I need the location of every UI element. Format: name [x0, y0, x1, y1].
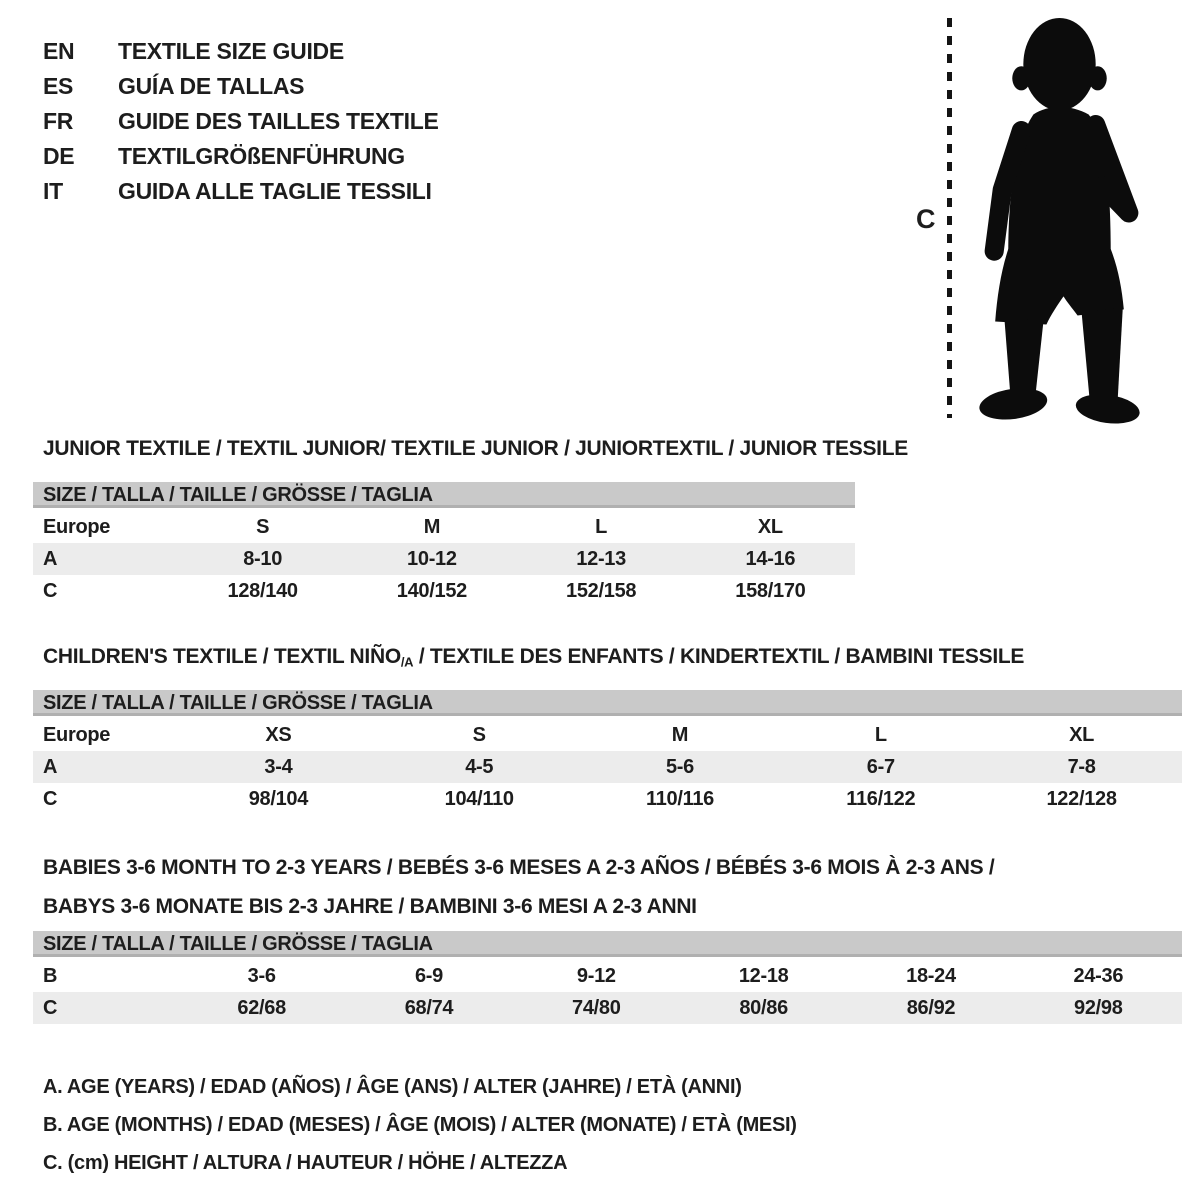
cell: 122/128: [1046, 787, 1117, 810]
children-title-suffix: / TEXTILE DES ENFANTS / KINDERTEXTIL / BAMBINI TESSILE: [413, 645, 1025, 668]
babies-section-title-line2: BABYS 3-6 MONATE BIS 2-3 JAHRE / BAMBINI 3-6 MESI A 2-3 ANNI: [43, 895, 697, 918]
table-row: [33, 575, 855, 607]
cell: 14-16: [745, 547, 796, 570]
cell: 5-6: [665, 755, 694, 778]
cell: XL: [757, 515, 783, 538]
table-row: [33, 719, 1182, 751]
row-label: C: [43, 996, 58, 1019]
table-row: [33, 543, 855, 575]
cell: M: [423, 515, 441, 538]
toddler-silhouette-icon: [970, 14, 1148, 426]
cell: 12-13: [576, 547, 626, 570]
cell: 3-6: [247, 964, 276, 987]
cell: 18-24: [906, 964, 956, 987]
cell: L: [595, 515, 608, 538]
cell: 6-9: [414, 964, 443, 987]
cell: 128/140: [227, 579, 298, 602]
table-row: [33, 960, 1182, 992]
cell: L: [874, 723, 887, 746]
language-header: [43, 34, 439, 209]
table-row: [33, 992, 1182, 1024]
lang-row-it: [43, 174, 439, 209]
row-label: B: [43, 964, 58, 987]
cell: M: [671, 723, 689, 746]
babies-size-table: [33, 931, 1182, 1024]
lang-label-it: GUIDA ALLE TAGLIE TESSILI: [118, 178, 432, 204]
lang-code-de: DE: [43, 143, 75, 169]
children-section-title: [43, 645, 1024, 670]
cell: 8-10: [243, 547, 283, 570]
lang-code-es: ES: [43, 73, 74, 99]
cell: 110/116: [645, 787, 714, 810]
row-label: A: [43, 547, 58, 570]
table-row: [33, 783, 1182, 815]
cell: 158/170: [735, 579, 806, 602]
cell: 98/104: [248, 787, 309, 810]
junior-size-header-band: SIZE / TALLA / TAILLE / GRÖSSE / TAGLIA: [33, 482, 855, 508]
lang-row-de: [43, 139, 439, 174]
cell: XS: [265, 723, 292, 746]
cell: 9-12: [576, 964, 616, 987]
legend: [43, 1068, 797, 1182]
cell: S: [472, 723, 486, 746]
cell: 116/122: [846, 787, 916, 810]
row-label: A: [43, 755, 58, 778]
lang-row-en: [43, 34, 439, 69]
children-title-prefix: CHILDREN'S TEXTILE / TEXTIL NIÑO: [43, 645, 401, 668]
cell: 3-4: [264, 755, 293, 778]
lang-code-it: IT: [43, 178, 63, 204]
row-label: C: [43, 579, 58, 602]
cell: 12-18: [738, 964, 789, 987]
cell: 152/158: [566, 579, 637, 602]
legend-line-b: B. AGE (MONTHS) / EDAD (MESES) / ÂGE (MOIS) / ALTER (MONATE) / ETÀ (MESI): [43, 1114, 797, 1136]
legend-line-a: A. AGE (YEARS) / EDAD (AÑOS) / ÂGE (ANS) / ALTER (JAHRE) / ETÀ (ANNI): [43, 1076, 742, 1098]
cell: 62/68: [237, 996, 286, 1019]
lang-label-fr: GUIDE DES TAILLES TEXTILE: [118, 108, 439, 134]
children-size-table: [33, 690, 1182, 815]
cell: 104/110: [444, 787, 514, 810]
table-row: [33, 511, 855, 543]
cell: 7-8: [1067, 755, 1096, 778]
cell: 24-36: [1073, 964, 1124, 987]
lang-label-en: TEXTILE SIZE GUIDE: [118, 38, 344, 64]
row-label: Europe: [43, 515, 111, 538]
row-label: Europe: [43, 723, 111, 746]
junior-section-title: JUNIOR TEXTILE / TEXTIL JUNIOR/ TEXTILE JUNIOR / JUNIORTEXTIL / JUNIOR TESSILE: [43, 437, 908, 460]
junior-size-table: [33, 482, 855, 607]
children-title-sub: /A: [400, 654, 414, 670]
cell: 4-5: [465, 755, 494, 778]
lang-code-fr: FR: [43, 108, 74, 134]
cell: S: [256, 515, 270, 538]
cell: 140/152: [396, 579, 467, 602]
lang-row-es: [43, 69, 439, 104]
cell: XL: [1069, 723, 1095, 746]
cell: 68/74: [404, 996, 454, 1019]
babies-size-header-band: SIZE / TALLA / TAILLE / GRÖSSE / TAGLIA: [33, 931, 1182, 957]
cell: 92/98: [1074, 996, 1123, 1019]
legend-line-c: C. (cm) HEIGHT / ALTURA / HAUTEUR / HÖHE / ALTEZZA: [43, 1152, 568, 1174]
cell: 80/86: [739, 996, 788, 1019]
cell: 86/92: [906, 996, 956, 1019]
lang-label-es: GUÍA DE TALLAS: [118, 73, 305, 99]
lang-code-en: EN: [43, 38, 75, 64]
height-measure-label: C: [916, 204, 936, 234]
lang-row-fr: [43, 104, 439, 139]
cell: 74/80: [572, 996, 621, 1019]
lang-label-de: TEXTILGRÖßENFÜHRUNG: [118, 143, 405, 169]
children-size-header-band: SIZE / TALLA / TAILLE / GRÖSSE / TAGLIA: [33, 690, 1182, 716]
table-row: [33, 751, 1182, 783]
babies-section-title-line1: BABIES 3-6 MONTH TO 2-3 YEARS / BEBÉS 3-6 MESES A 2-3 AÑOS / BÉBÉS 3-6 MOIS À 2-3 ANS /: [43, 856, 995, 879]
row-label: C: [43, 787, 58, 810]
cell: 6-7: [866, 755, 895, 778]
height-measure-figure: [900, 0, 1190, 445]
cell: 10-12: [407, 547, 457, 570]
height-dashed-line: [947, 18, 952, 418]
